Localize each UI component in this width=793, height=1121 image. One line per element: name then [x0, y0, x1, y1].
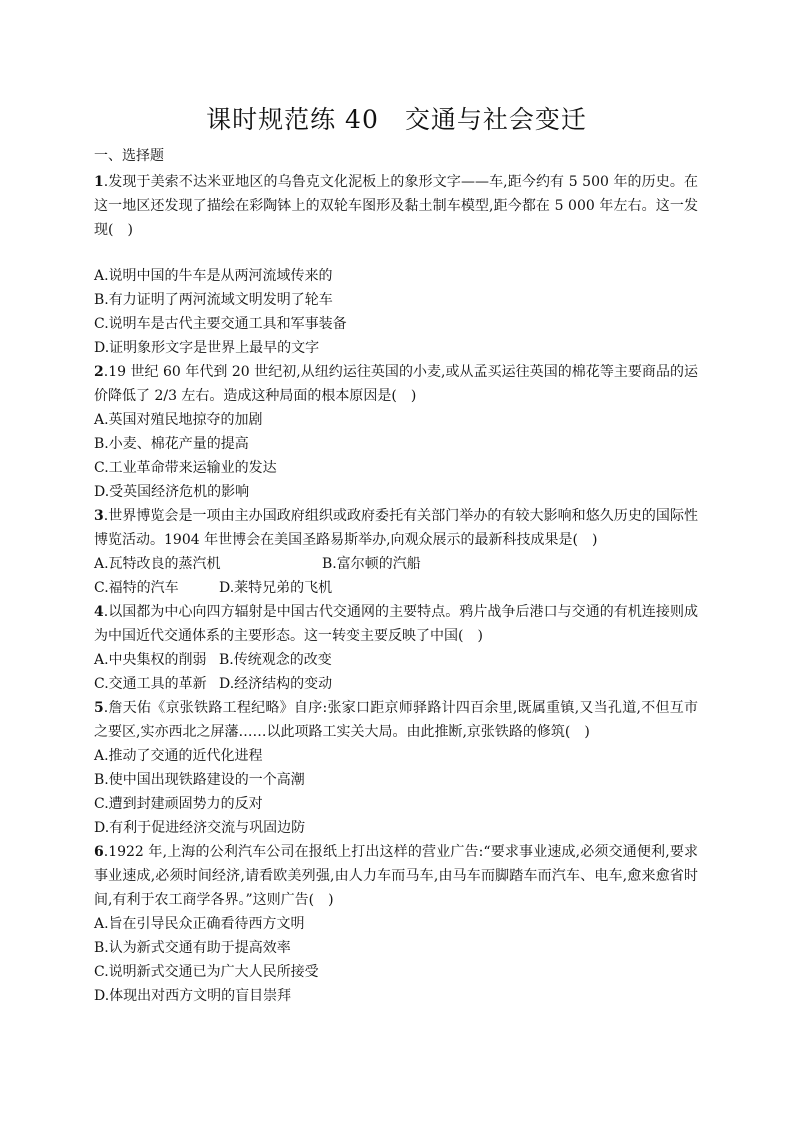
option-1d: D.证明象形文字是世界上最早的文字 [94, 340, 320, 356]
question-5 [94, 696, 698, 744]
option-1b: B.有力证明了两河流域文明发明了轮车 [94, 292, 333, 308]
option-6c: C.说明新式交通已为广大人民所接受 [94, 964, 319, 980]
question-4 [94, 600, 698, 648]
option-1a: A.说明中国的牛车是从两河流域传来的 [94, 268, 333, 284]
option-6d: D.体现出对西方文明的盲目崇拜 [94, 988, 292, 1004]
question-number: 5 [94, 700, 104, 716]
option-5b: B.使中国出现铁路建设的一个高潮 [94, 772, 305, 788]
question-2 [94, 360, 698, 408]
option-4b: B.传统观念的改变 [219, 652, 332, 668]
option-2b: B.小麦、棉花产量的提高 [94, 436, 249, 452]
question-stem: .发现于美索不达米亚地区的乌鲁克文化泥板上的象形文字——车,距今约有 5 500 年的历史。在这一地区还发现了描绘在彩陶钵上的双轮车图形及黏土制车模型,距今都在 5 000 年左右。这一发现( ) [94, 174, 698, 238]
question-stem: .1922 年,上海的公利汽车公司在报纸上打出这样的营业广告:“要求事业速成,必须交通便利,要求事业速成,必须时间经济,请看欧美列强,由人力车而马车,由马车而脚踏车而汽车、电车,愈来愈省时间,有利于农工商学各界。”这则广告( ) [94, 844, 698, 908]
question-number: 4 [94, 604, 104, 620]
option-4a: A.中央集权的削弱 [94, 652, 207, 668]
option-2c: C.工业革命带来运输业的发达 [94, 460, 277, 476]
question-number: 6 [94, 844, 104, 860]
question-stem: .世界博览会是一项由主办国政府组织或政府委托有关部门举办的有较大影响和悠久历史的国际性博览活动。1904 年世博会在美国圣路易斯举办,向观众展示的最新科技成果是( ) [94, 508, 698, 548]
question-stem: .以国都为中心向四方辐射是中国古代交通网的主要特点。鸦片战争后港口与交通的有机连接则成为中国近代交通体系的主要形态。这一转变主要反映了中国( ) [94, 604, 698, 644]
question-number: 1 [94, 174, 104, 190]
option-6a: A.旨在引导民众正确看待西方文明 [94, 916, 305, 932]
section-heading: 一、选择题 [94, 148, 164, 164]
option-4c: C.交通工具的革新 [94, 676, 207, 692]
question-number: 3 [94, 508, 104, 524]
option-5a: A.推动了交通的近代化进程 [94, 748, 263, 764]
option-3d: D.莱特兄弟的飞机 [219, 580, 333, 596]
option-3a: A.瓦特改良的蒸汽机 [94, 556, 221, 572]
option-3b: B.富尔顿的汽船 [322, 556, 421, 572]
option-3c: C.福特的汽车 [94, 580, 179, 596]
page-title: 课时规范练 40 交通与社会变迁 [206, 105, 587, 134]
question-6 [94, 840, 698, 912]
question-number: 2 [94, 364, 104, 380]
question-1 [94, 170, 698, 242]
option-5c: C.遭到封建顽固势力的反对 [94, 796, 263, 812]
option-1c: C.说明车是古代主要交通工具和军事装备 [94, 316, 347, 332]
question-3 [94, 504, 698, 552]
question-stem: .19 世纪 60 年代到 20 世纪初,从纽约运往英国的小麦,或从孟买运往英国的棉花等主要商品的运价降低了 2/3 左右。造成这种局面的根本原因是( ) [94, 364, 698, 404]
option-6b: B.认为新式交通有助于提高效率 [94, 940, 291, 956]
question-stem: .詹天佑《京张铁路工程纪略》自序:张家口距京师驿路计四百余里,既属重镇,又当孔道,不但互市之要区,实亦西北之屏藩……以此项路工实关大局。由此推断,京张铁路的修筑( ) [94, 700, 698, 740]
option-4d: D.经济结构的变动 [219, 676, 333, 692]
option-2a: A.英国对殖民地掠夺的加剧 [94, 412, 263, 428]
option-5d: D.有利于促进经济交流与巩固边防 [94, 820, 306, 836]
option-2d: D.受英国经济危机的影响 [94, 484, 250, 500]
